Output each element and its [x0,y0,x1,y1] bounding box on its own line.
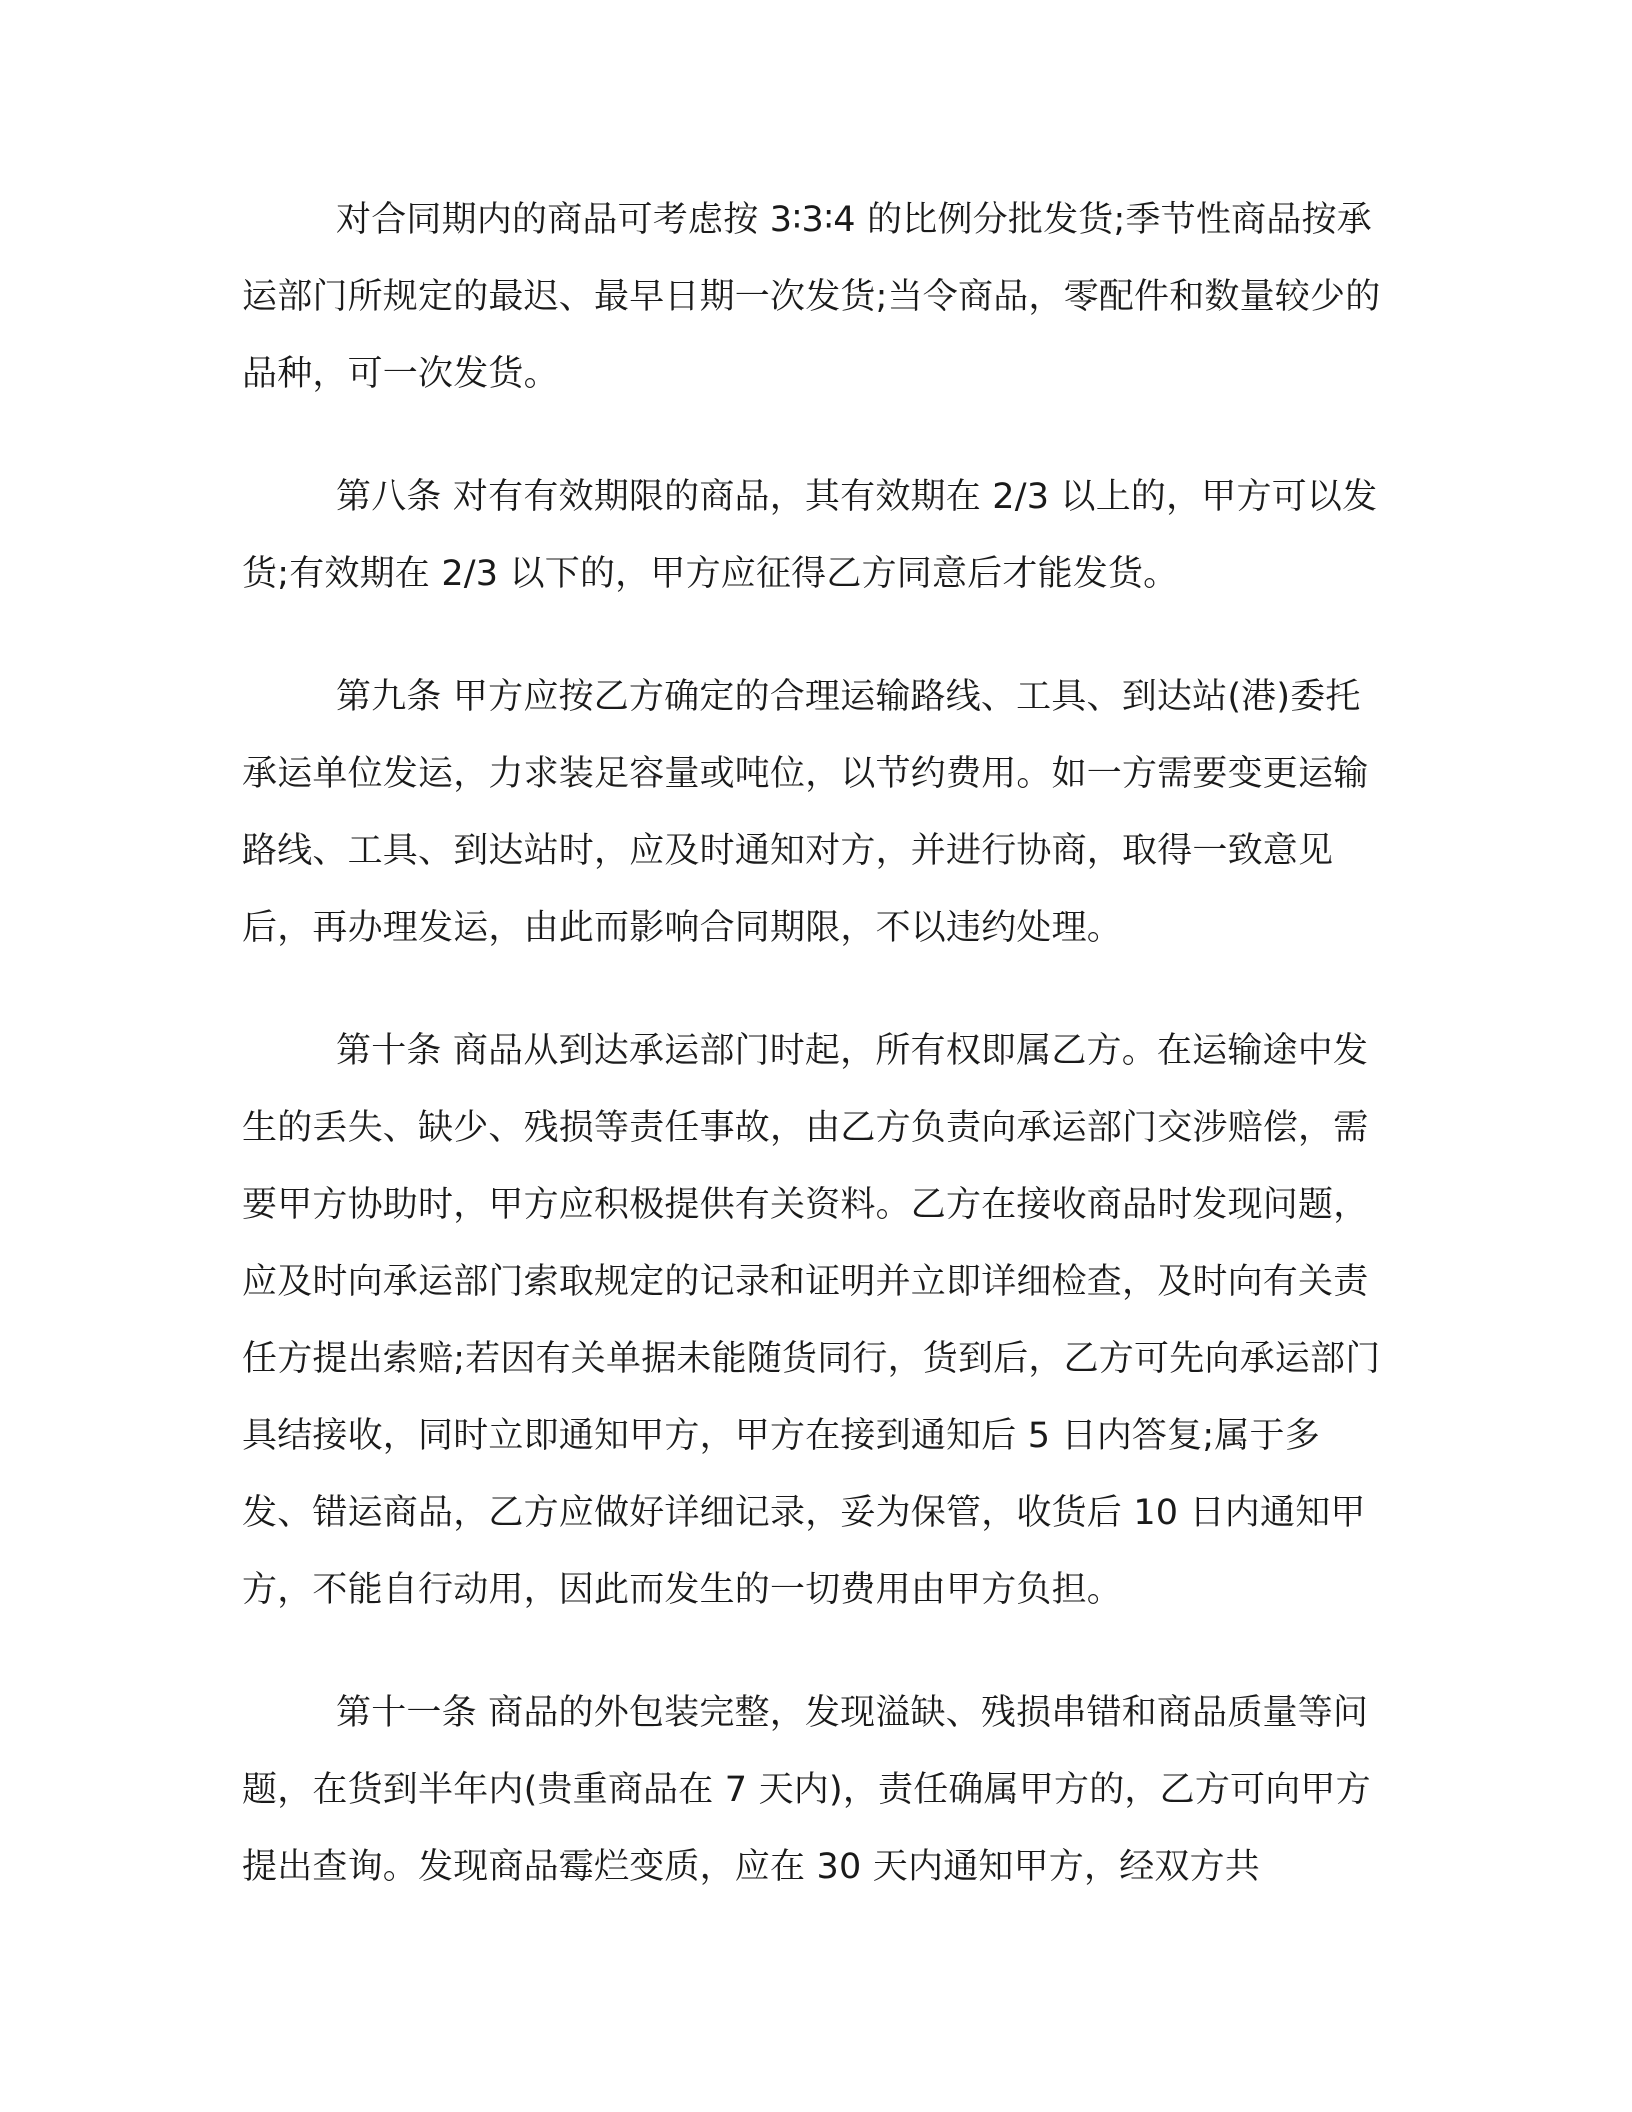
paragraph-article-8: 第八条 对有有效期限的商品，其有效期在 2/3 以上的，甲方可以发货;有效期在 2/3 以下的，甲方应征得乙方同意后才能发货。 [242,477,1378,594]
document-body [242,182,1390,1906]
paragraph-article-9: 第九条 甲方应按乙方确定的合理运输路线、工具、到达站(港)委托承运单位发运，力求装足容量或吨位，以节约费用。如一方需要变更运输路线、工具、到达站时，应及时通知对方，并进行协商，取得一致意见后，再办理发运，由此而影响合同期限，不以违约处理。 [242,677,1369,948]
paragraph-article-11: 第十一条 商品的外包装完整，发现溢缺、残损串错和商品质量等问题，在货到半年内(贵重商品在 7 天内)，责任确属甲方的，乙方可向甲方提出查询。发现商品霉烂变质，应在 30 天内通知甲方，经双方共 [242,1693,1371,1887]
paragraph-shipment-ratio: 对合同期内的商品可考虑按 3∶3∶4 的比例分批发货;季节性商品按承运部门所规定的最迟、最早日期一次发货;当令商品，零配件和数量较少的品种，可一次发货。 [242,200,1381,394]
paragraph-article-10: 第十条 商品从到达承运部门时起，所有权即属乙方。在运输途中发生的丢失、缺少、残损等责任事故，由乙方负责向承运部门交涉赔偿，需要甲方协助时，甲方应积极提供有关资料。乙方在接收商品时发现问题，应及时向承运部门索取规定的记录和证明并立即详细检查，及时向有关责任方提出索赔;若因有关单据未能随货同行，货到后，乙方可先向承运部门具结接收，同时立即通知甲方，甲方在接到通知后 5 日内答复;属于多发、错运商品，乙方应做好详细记录，妥为保管，收货后 10 日内通知甲方，不能自行动用，因此而发生的一切费用由甲方负担。 [242,1031,1381,1610]
